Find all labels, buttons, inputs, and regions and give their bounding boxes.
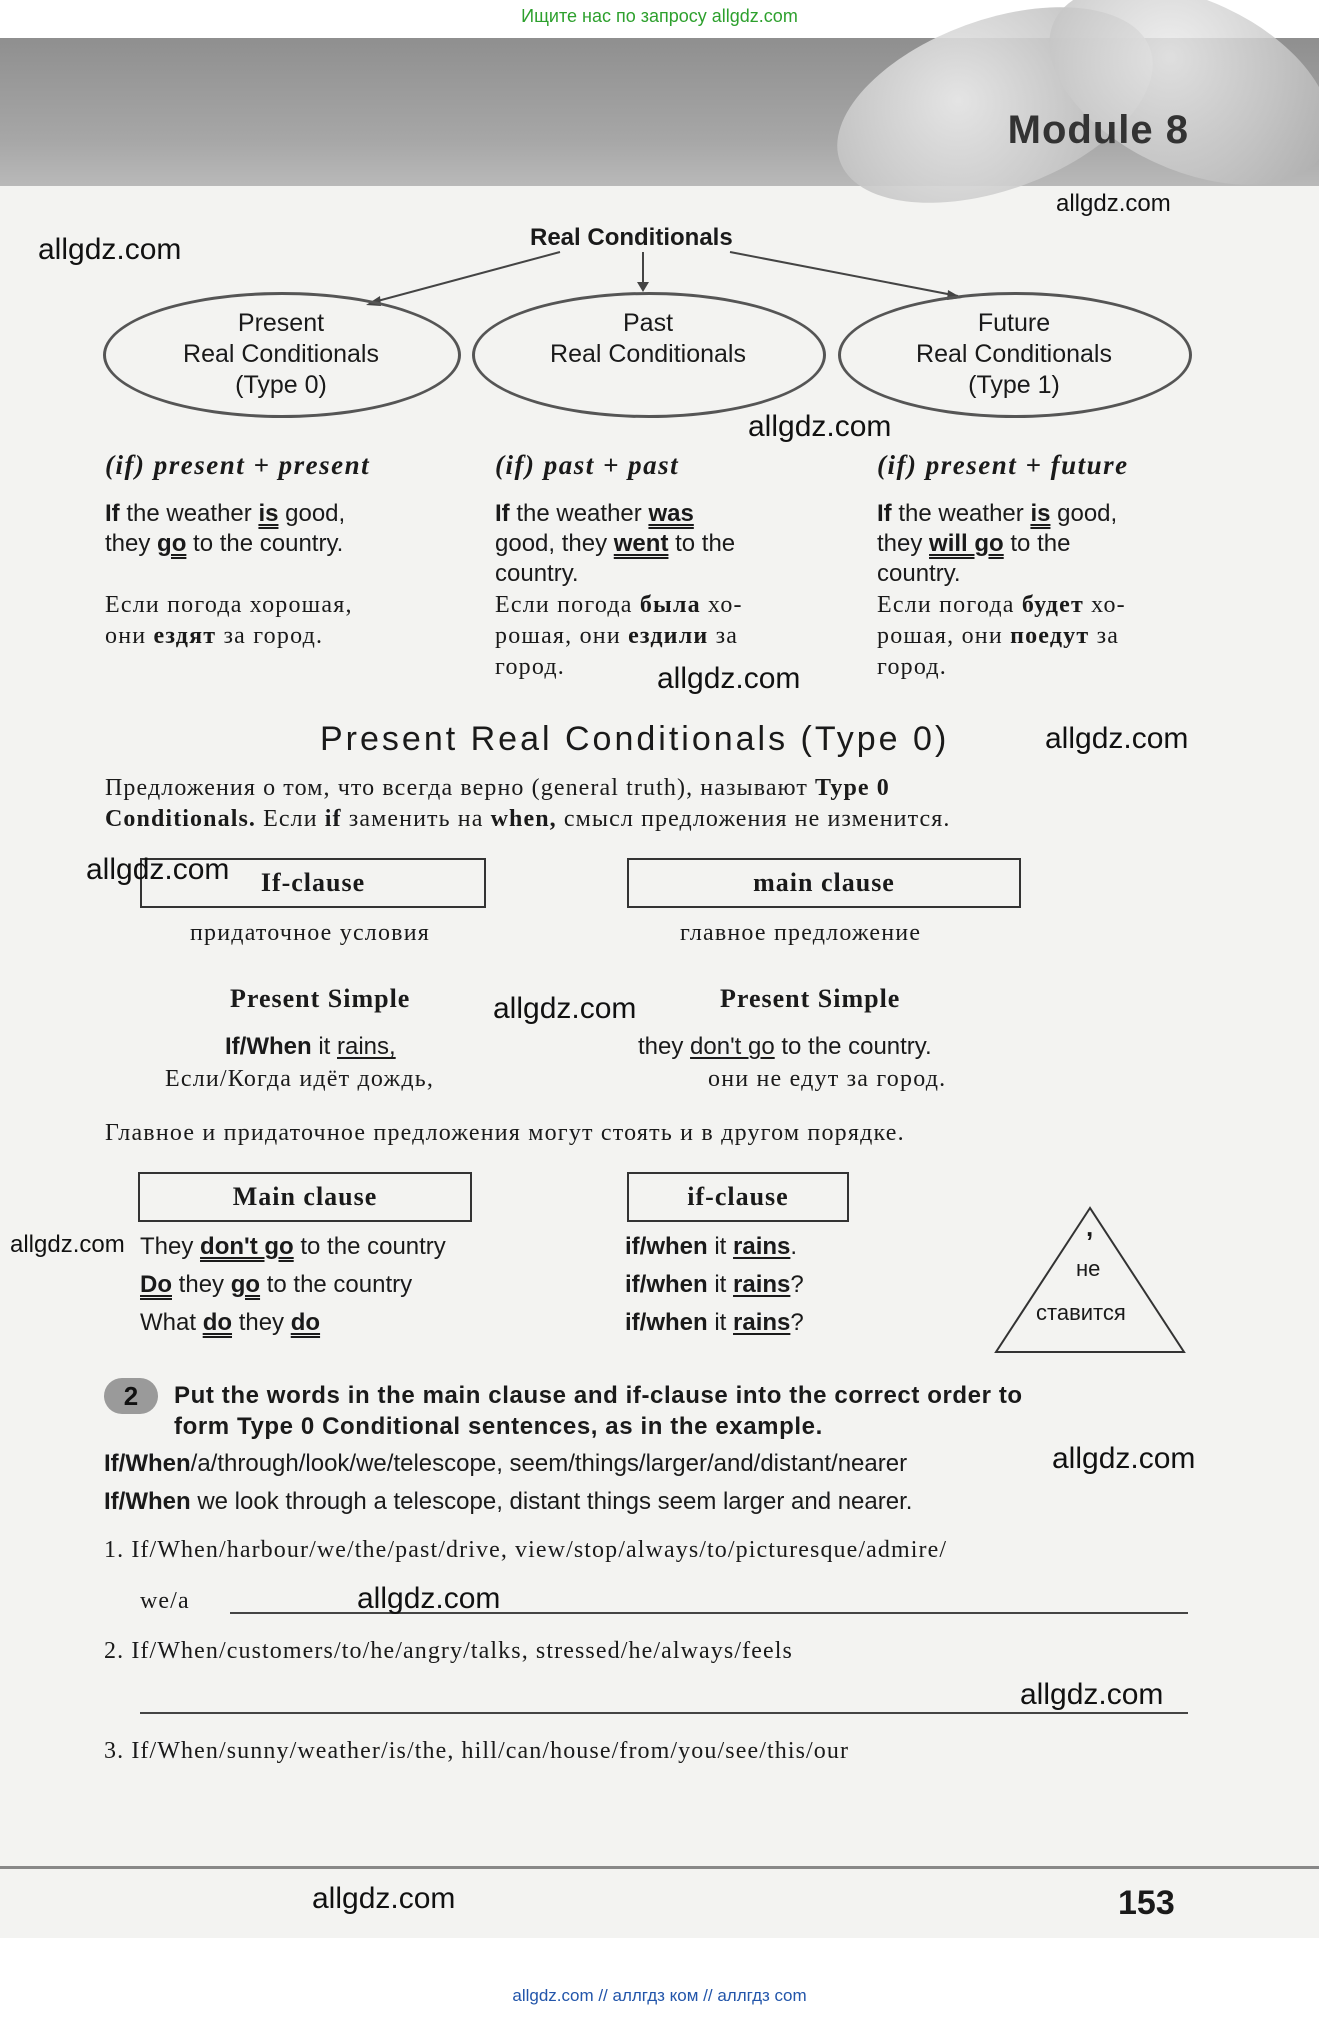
main-clause-label-2: Main clause xyxy=(232,1182,378,1211)
formula-future: (if) present + future xyxy=(877,450,1129,480)
exercise-example-answer: If/When we look through a telescope, distant things seem larger and nearer. xyxy=(104,1488,913,1515)
main-clause-example-ru: они не едут за город. xyxy=(708,1066,947,1092)
watermark-link[interactable]: allgdz.com xyxy=(1052,1442,1196,1475)
main-clause-ru: главное предложение xyxy=(680,920,922,946)
watermark-link[interactable]: allgdz.com xyxy=(10,1231,125,1258)
example-future: If the weather is good, they will go to the country. xyxy=(877,500,1118,587)
watermark-link[interactable]: allgdz.com xyxy=(1056,190,1171,217)
if-clause-ru: придаточное условия xyxy=(190,920,430,946)
example-past: If the weather was good, they went to the country. xyxy=(495,500,736,587)
table2-row-3-main: What do they do xyxy=(140,1309,321,1336)
watermark-link[interactable]: allgdz.com xyxy=(493,992,637,1025)
if-clause-example: If/When it rains, xyxy=(225,1033,396,1060)
triangle-text-2: ставится xyxy=(1036,1300,1126,1325)
translation-future: Если погода будет хо- рошая, они поедут за город. xyxy=(877,592,1126,680)
watermark-link[interactable]: allgdz.com xyxy=(312,1882,456,1915)
formula-past: (if) past + past xyxy=(495,450,680,480)
diagram-node-future-label: Future Real Conditionals (Type 1) xyxy=(916,309,1112,399)
answer-line-2[interactable] xyxy=(140,1712,1188,1714)
diagram-root: Real Conditionals xyxy=(530,224,733,251)
table2-row-3-if: if/when it rains? xyxy=(625,1309,804,1336)
table2-row-1-main: They don't go to the country xyxy=(140,1233,446,1260)
exercise-item-1-cont: we/a xyxy=(140,1588,190,1614)
table2-row-2-main: Do they go to the country xyxy=(140,1271,413,1298)
watermark-link[interactable]: allgdz.com xyxy=(357,1582,501,1615)
watermark-link[interactable]: allgdz.com xyxy=(86,853,230,886)
translation-present: Если погода хорошая, они ездят за город. xyxy=(105,592,353,649)
page-bottom-rule xyxy=(0,1866,1319,1869)
if-clause-tense: Present Simple xyxy=(230,984,411,1013)
table2-row-1-if: if/when it rains. xyxy=(625,1233,798,1260)
formula-present: (if) present + present xyxy=(105,450,371,480)
triangle-comma: , xyxy=(1086,1212,1094,1242)
watermark-link[interactable]: allgdz.com xyxy=(748,410,892,443)
exercise-example-prompt: If/When/a/through/look/we/telescope, seem/things/larger/and/distant/nearer xyxy=(104,1450,908,1477)
bottom-banner-link[interactable]: allgdz.com // аллгдз ком // аллгдз com xyxy=(512,1986,807,2005)
page-number: 153 xyxy=(1118,1884,1175,1922)
module-title: Module 8 xyxy=(1007,108,1189,152)
exercise-item-3: 3. If/When/sunny/weather/is/the, hill/can/house/from/you/see/this/our xyxy=(104,1738,850,1764)
main-clause-label: main clause xyxy=(753,868,895,897)
if-clause-example-ru: Если/Когда идёт дождь, xyxy=(165,1066,435,1092)
if-clause-label-2: if-clause xyxy=(687,1182,789,1211)
triangle-text-1: не xyxy=(1076,1256,1101,1281)
top-banner-link[interactable]: Ищите нас по запросу allgdz.com xyxy=(521,6,798,26)
table2-row-2-if: if/when it rains? xyxy=(625,1271,804,1298)
diagram-node-present-label: Present Real Conditionals (Type 0) xyxy=(183,309,379,399)
main-clause-example: they don't go to the country. xyxy=(638,1033,932,1060)
exercise-item-1: 1. If/When/harbour/we/the/past/drive, view/stop/always/to/picturesque/admire/ xyxy=(104,1537,948,1563)
if-clause-label: If-clause xyxy=(260,868,366,897)
diagram-arrows xyxy=(0,0,1319,340)
exercise-number-badge: 2 xyxy=(104,1378,158,1414)
section-intro: Предложения о том, что всегда верно (general truth), называют Type 0 Conditionals. Если if заменить на when, смысл предложения не изменится. xyxy=(105,775,951,832)
watermark-link[interactable]: allgdz.com xyxy=(1020,1678,1164,1711)
exercise-item-2: 2. If/When/customers/to/he/angry/talks, stressed/he/always/feels xyxy=(104,1638,793,1664)
diagram-node-past-label: Past Real Conditionals xyxy=(550,309,746,368)
example-present: If the weather is good, they go to the country. xyxy=(105,500,346,557)
section-title: Present Real Conditionals (Type 0) xyxy=(320,720,950,758)
watermark-link[interactable]: allgdz.com xyxy=(657,662,801,695)
watermark-link[interactable]: allgdz.com xyxy=(38,233,182,266)
main-clause-tense: Present Simple xyxy=(720,984,901,1013)
watermark-link[interactable]: allgdz.com xyxy=(1045,722,1189,755)
translation-past: Если погода была хо- рошая, они ездили за город. xyxy=(495,592,743,680)
exercise-instructions: Put the words in the main clause and if-clause into the correct order to form Type 0 Conditional sentences, as in the example. xyxy=(174,1382,1023,1440)
order-note: Главное и придаточное предложения могут стоять и в другом порядке. xyxy=(105,1120,905,1146)
